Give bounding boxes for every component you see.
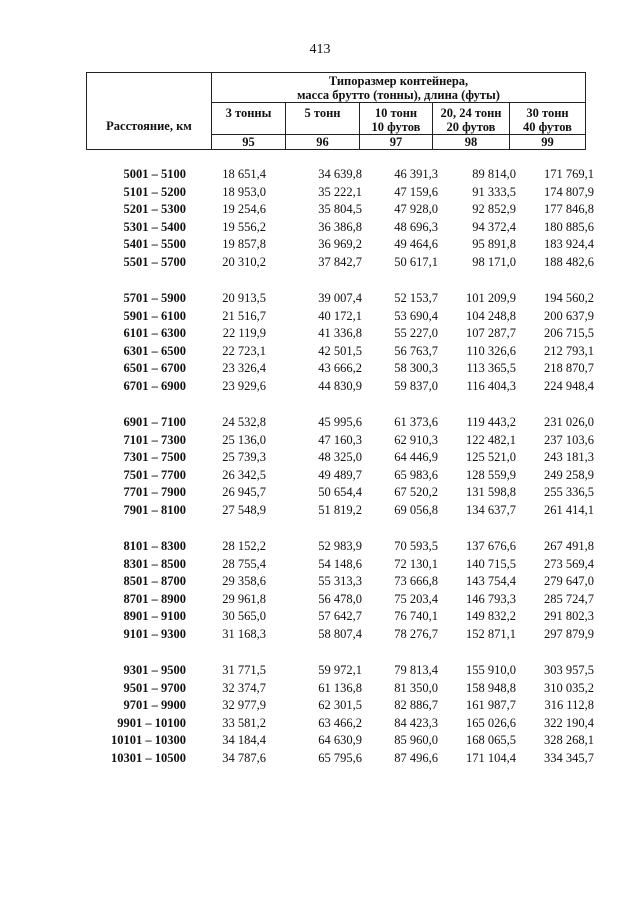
value-cell-96: 64 630,9 — [318, 733, 362, 747]
value-cell-98: 92 852,9 — [472, 202, 516, 216]
value-cell-99: 273 569,4 — [544, 556, 594, 571]
value-cell-96: 41 336,8 — [318, 326, 362, 340]
value-cell-96: 49 489,7 — [318, 467, 362, 482]
value-cell-97: 81 350,0 — [394, 680, 438, 695]
value-cell-98: 155 910,0 — [466, 663, 516, 677]
table-row — [0, 662, 640, 680]
value-cell-95: 29 961,8 — [222, 591, 266, 606]
value-cell-99: 237 103,6 — [544, 432, 594, 447]
table-row — [0, 608, 640, 626]
column-header-99 — [510, 103, 585, 149]
value-cell-97: 79 813,4 — [394, 663, 438, 677]
value-cell-96: 58 807,4 — [318, 626, 362, 641]
value-cell-95: 22 119,9 — [222, 326, 266, 340]
value-cell-96: 65 795,6 — [318, 750, 362, 765]
value-cell-99: 316 112,8 — [544, 698, 594, 712]
value-cell-96: 61 136,8 — [318, 680, 362, 695]
value-cell-95: 20 913,5 — [222, 291, 266, 305]
value-cell-97: 49 464,6 — [394, 237, 438, 251]
value-cell-97: 72 130,1 — [394, 556, 438, 571]
distance-range-cell: 7101 – 7300 — [123, 432, 186, 447]
value-cell-99: 291 802,3 — [544, 609, 594, 623]
value-cell-97: 52 153,7 — [394, 291, 438, 305]
value-cell-95: 34 787,6 — [222, 750, 266, 765]
value-cell-97: 82 886,7 — [394, 698, 438, 712]
table-row — [0, 201, 640, 219]
container-title-line2: масса брутто (тонны), длина (футы) — [297, 87, 500, 102]
table-row — [0, 750, 640, 768]
distance-range-cell: 7901 – 8100 — [123, 502, 186, 517]
row-group — [0, 414, 640, 519]
value-cell-97: 73 666,8 — [394, 574, 438, 588]
value-cell-95: 25 136,0 — [222, 432, 266, 447]
value-cell-96: 35 222,1 — [318, 184, 362, 199]
distance-range-cell: 8101 – 8300 — [123, 539, 186, 553]
table-row — [0, 254, 640, 272]
value-cell-96: 36 386,8 — [318, 219, 362, 234]
value-cell-97: 58 300,3 — [394, 361, 438, 375]
value-cell-97: 78 276,7 — [394, 626, 438, 641]
value-cell-98: 89 814,0 — [472, 167, 516, 181]
value-cell-98: 125 521,0 — [466, 450, 516, 464]
table-row — [0, 236, 640, 254]
distance-range-cell: 5301 – 5400 — [123, 219, 186, 234]
column-label-line2: 40 футов — [523, 120, 572, 134]
value-cell-98: 149 832,2 — [466, 609, 516, 623]
value-cell-96: 39 007,4 — [318, 291, 362, 305]
distance-range-cell: 5201 – 5300 — [123, 202, 186, 216]
value-cell-95: 33 581,2 — [222, 715, 266, 730]
distance-range-cell: 8501 – 8700 — [123, 574, 186, 588]
value-cell-95: 19 556,2 — [222, 219, 266, 234]
distance-range-cell: 7501 – 7700 — [123, 467, 186, 482]
value-cell-95: 19 254,6 — [222, 202, 266, 216]
table-row — [0, 538, 640, 556]
table-row — [0, 680, 640, 698]
value-cell-98: 131 598,8 — [466, 485, 516, 499]
value-cell-99: 297 879,9 — [544, 626, 594, 641]
value-cell-97: 87 496,6 — [394, 750, 438, 765]
value-cell-96: 36 969,2 — [318, 237, 362, 251]
table-row — [0, 626, 640, 644]
distance-range-cell: 10301 – 10500 — [111, 750, 186, 765]
column-header-96 — [286, 103, 360, 149]
value-cell-98: 158 948,8 — [466, 680, 516, 695]
distance-range-cell: 5501 – 5700 — [123, 254, 186, 269]
value-cell-95: 32 374,7 — [222, 680, 266, 695]
value-cell-96: 48 325,0 — [318, 450, 362, 464]
value-cell-96: 45 995,6 — [318, 415, 362, 429]
value-cell-95: 26 342,5 — [222, 467, 266, 482]
column-label-line1: 3 тонны — [225, 106, 272, 120]
value-cell-99: 334 345,7 — [544, 750, 594, 765]
column-code: 95 — [212, 134, 285, 149]
value-cell-95: 21 516,7 — [222, 308, 266, 323]
table-row — [0, 732, 640, 750]
value-cell-96: 43 666,2 — [318, 361, 362, 375]
value-cell-99: 194 560,2 — [544, 291, 594, 305]
value-cell-96: 54 148,6 — [318, 556, 362, 571]
distance-range-cell: 7701 – 7900 — [123, 485, 186, 499]
value-cell-96: 57 642,7 — [318, 609, 362, 623]
value-cell-95: 19 857,8 — [222, 237, 266, 251]
column-header-97 — [360, 103, 433, 149]
value-cell-99: 180 885,6 — [544, 219, 594, 234]
value-cell-99: 174 807,9 — [544, 184, 594, 199]
distance-range-cell: 8701 – 8900 — [123, 591, 186, 606]
value-cell-98: 128 559,9 — [466, 467, 516, 482]
distance-range-cell: 7301 – 7500 — [123, 450, 186, 464]
value-cell-97: 70 593,5 — [394, 539, 438, 553]
value-cell-96: 34 639,8 — [318, 167, 362, 181]
value-cell-97: 64 446,9 — [394, 450, 438, 464]
value-cell-97: 65 983,6 — [394, 467, 438, 482]
table-row — [0, 360, 640, 378]
value-cell-95: 28 755,4 — [222, 556, 266, 571]
column-code: 99 — [510, 134, 585, 149]
value-cell-97: 53 690,4 — [394, 308, 438, 323]
value-cell-96: 40 172,1 — [318, 308, 362, 323]
value-cell-99: 303 957,5 — [544, 663, 594, 677]
value-cell-95: 20 310,2 — [222, 254, 266, 269]
value-cell-99: 285 724,7 — [544, 591, 594, 606]
distance-range-cell: 5701 – 5900 — [123, 291, 186, 305]
value-cell-98: 134 637,7 — [466, 502, 516, 517]
table-row — [0, 290, 640, 308]
value-cell-96: 59 972,1 — [318, 663, 362, 677]
value-cell-96: 63 466,2 — [318, 715, 362, 730]
value-cell-96: 42 501,5 — [318, 343, 362, 358]
table-row — [0, 325, 640, 343]
value-cell-95: 34 184,4 — [222, 733, 266, 747]
value-cell-97: 69 056,8 — [394, 502, 438, 517]
distance-header-cell — [87, 73, 212, 149]
table-row — [0, 308, 640, 326]
distance-range-cell: 10101 – 10300 — [111, 733, 186, 747]
table-row — [0, 343, 640, 361]
value-cell-97: 76 740,1 — [394, 609, 438, 623]
value-cell-97: 55 227,0 — [394, 326, 438, 340]
value-cell-95: 28 152,2 — [222, 539, 266, 553]
table-row — [0, 697, 640, 715]
value-cell-98: 168 065,5 — [466, 733, 516, 747]
value-cell-97: 47 159,6 — [394, 184, 438, 199]
distance-range-cell: 5901 – 6100 — [123, 308, 186, 323]
value-cell-95: 24 532,8 — [222, 415, 266, 429]
value-cell-97: 62 910,3 — [394, 432, 438, 447]
table-row — [0, 432, 640, 450]
value-cell-98: 165 026,6 — [466, 715, 516, 730]
value-cell-98: 98 171,0 — [472, 254, 516, 269]
value-cell-99: 200 637,9 — [544, 308, 594, 323]
row-group — [0, 662, 640, 767]
value-cell-97: 75 203,4 — [394, 591, 438, 606]
column-label-line2: 20 футов — [446, 120, 496, 134]
distance-range-cell: 9301 – 9500 — [123, 663, 186, 677]
distance-range-cell: 6701 – 6900 — [123, 378, 186, 393]
distance-range-cell: 9501 – 9700 — [123, 680, 186, 695]
distance-range-cell: 9101 – 9300 — [123, 626, 186, 641]
value-cell-97: 46 391,3 — [394, 167, 438, 181]
column-code: 98 — [433, 134, 509, 149]
table-row — [0, 467, 640, 485]
column-label-line1: 5 тонн — [304, 106, 341, 120]
value-cell-97: 84 423,3 — [394, 715, 438, 730]
distance-range-cell: 5101 – 5200 — [123, 184, 186, 199]
container-title-line1: Типоразмер контейнера, — [328, 73, 469, 88]
table-row — [0, 715, 640, 733]
value-cell-96: 47 160,3 — [318, 432, 362, 447]
value-cell-97: 67 520,2 — [394, 485, 438, 499]
distance-range-cell: 8901 – 9100 — [123, 609, 186, 623]
value-cell-95: 23 326,4 — [222, 361, 266, 375]
value-cell-96: 50 654,4 — [318, 485, 362, 499]
value-cell-96: 35 804,5 — [318, 202, 362, 216]
column-label-line1: 10 тонн — [374, 106, 418, 120]
distance-range-cell: 5001 – 5100 — [123, 167, 186, 181]
row-group — [0, 166, 640, 271]
container-type-title — [212, 73, 585, 103]
value-cell-97: 50 617,1 — [394, 254, 438, 269]
value-cell-97: 61 373,6 — [394, 415, 438, 429]
distance-header: Расстояние, км — [106, 119, 192, 133]
column-code: 96 — [286, 134, 359, 149]
value-cell-98: 161 987,7 — [466, 698, 516, 712]
value-cell-95: 32 977,9 — [222, 698, 266, 712]
value-cell-98: 146 793,3 — [466, 591, 516, 606]
value-cell-99: 212 793,1 — [544, 343, 594, 358]
value-cell-98: 95 891,8 — [472, 237, 516, 251]
table-row — [0, 556, 640, 574]
table-header — [86, 72, 586, 150]
distance-range-cell: 9901 – 10100 — [117, 715, 186, 730]
value-cell-98: 113 365,5 — [466, 361, 516, 375]
table-row — [0, 166, 640, 184]
value-cell-95: 26 945,7 — [222, 485, 266, 499]
table-row — [0, 591, 640, 609]
distance-range-cell: 6901 – 7100 — [123, 415, 186, 429]
column-label-line1: 20, 24 тонн — [440, 106, 502, 120]
column-header-95 — [212, 103, 286, 149]
value-cell-95: 18 953,0 — [222, 184, 266, 199]
column-header-98 — [433, 103, 510, 149]
value-cell-99: 171 769,1 — [544, 167, 594, 181]
value-cell-99: 322 190,4 — [544, 715, 594, 730]
value-cell-99: 255 336,5 — [544, 485, 594, 499]
value-cell-95: 31 168,3 — [222, 626, 266, 641]
table-row — [0, 484, 640, 502]
value-cell-99: 231 026,0 — [544, 415, 594, 429]
value-cell-95: 18 651,4 — [222, 167, 266, 181]
table-row — [0, 502, 640, 520]
column-label-line1: 30 тонн — [526, 106, 569, 120]
column-label-line2: 10 футов — [371, 120, 421, 134]
value-cell-99: 177 846,8 — [544, 202, 594, 216]
value-cell-97: 56 763,7 — [394, 343, 438, 358]
value-cell-98: 143 754,4 — [466, 574, 516, 588]
value-cell-96: 62 301,5 — [318, 698, 362, 712]
value-cell-99: 279 647,0 — [544, 574, 594, 588]
value-cell-98: 116 404,3 — [466, 378, 516, 393]
value-cell-96: 55 313,3 — [318, 574, 362, 588]
value-cell-99: 183 924,4 — [544, 237, 594, 251]
column-code: 97 — [360, 134, 432, 149]
value-cell-98: 140 715,5 — [466, 556, 516, 571]
table-row — [0, 184, 640, 202]
row-group — [0, 290, 640, 395]
value-cell-99: 206 715,5 — [544, 326, 594, 340]
value-cell-99: 261 414,1 — [544, 502, 594, 517]
value-cell-99: 249 258,9 — [544, 467, 594, 482]
distance-range-cell: 6101 – 6300 — [123, 326, 186, 340]
value-cell-96: 56 478,0 — [318, 591, 362, 606]
value-cell-96: 37 842,7 — [318, 254, 362, 269]
row-group — [0, 538, 640, 643]
value-cell-95: 23 929,6 — [222, 378, 266, 393]
distance-range-cell: 5401 – 5500 — [123, 237, 186, 251]
value-cell-95: 29 358,6 — [222, 574, 266, 588]
value-cell-99: 188 482,6 — [544, 254, 594, 269]
distance-range-cell: 6501 – 6700 — [123, 361, 186, 375]
value-cell-95: 27 548,9 — [222, 502, 266, 517]
table-row — [0, 573, 640, 591]
value-cell-97: 59 837,0 — [394, 378, 438, 393]
value-cell-98: 152 871,1 — [466, 626, 516, 641]
value-cell-98: 94 372,4 — [472, 219, 516, 234]
value-cell-96: 44 830,9 — [318, 378, 362, 393]
value-cell-98: 110 326,6 — [466, 343, 516, 358]
value-cell-98: 101 209,9 — [466, 291, 516, 305]
value-cell-95: 30 565,0 — [222, 609, 266, 623]
distance-range-cell: 6301 – 6500 — [123, 343, 186, 358]
value-cell-96: 52 983,9 — [318, 539, 362, 553]
value-cell-98: 137 676,6 — [466, 539, 516, 553]
table-row — [0, 219, 640, 237]
value-cell-99: 243 181,3 — [544, 450, 594, 464]
page-number: 413 — [309, 42, 331, 57]
value-cell-98: 104 248,8 — [466, 308, 516, 323]
value-cell-95: 22 723,1 — [222, 343, 266, 358]
value-cell-95: 31 771,5 — [222, 663, 266, 677]
value-cell-97: 85 960,0 — [394, 733, 438, 747]
value-cell-98: 91 333,5 — [472, 184, 516, 199]
distance-range-cell: 8301 – 8500 — [123, 556, 186, 571]
value-cell-97: 48 696,3 — [394, 219, 438, 234]
table-row — [0, 378, 640, 396]
value-cell-99: 224 948,4 — [544, 378, 594, 393]
value-cell-98: 107 287,7 — [466, 326, 516, 340]
value-cell-96: 51 819,2 — [318, 502, 362, 517]
value-cell-99: 328 268,1 — [544, 733, 594, 747]
table-row — [0, 449, 640, 467]
table-body — [0, 166, 640, 786]
value-cell-98: 119 443,2 — [466, 415, 516, 429]
value-cell-98: 122 482,1 — [466, 432, 516, 447]
value-cell-97: 47 928,0 — [394, 202, 438, 216]
value-cell-99: 218 870,7 — [544, 361, 594, 375]
table-row — [0, 414, 640, 432]
value-cell-99: 267 491,8 — [544, 539, 594, 553]
value-cell-98: 171 104,4 — [466, 750, 516, 765]
value-cell-95: 25 739,3 — [222, 450, 266, 464]
distance-range-cell: 9701 – 9900 — [123, 698, 186, 712]
value-cell-99: 310 035,2 — [544, 680, 594, 695]
